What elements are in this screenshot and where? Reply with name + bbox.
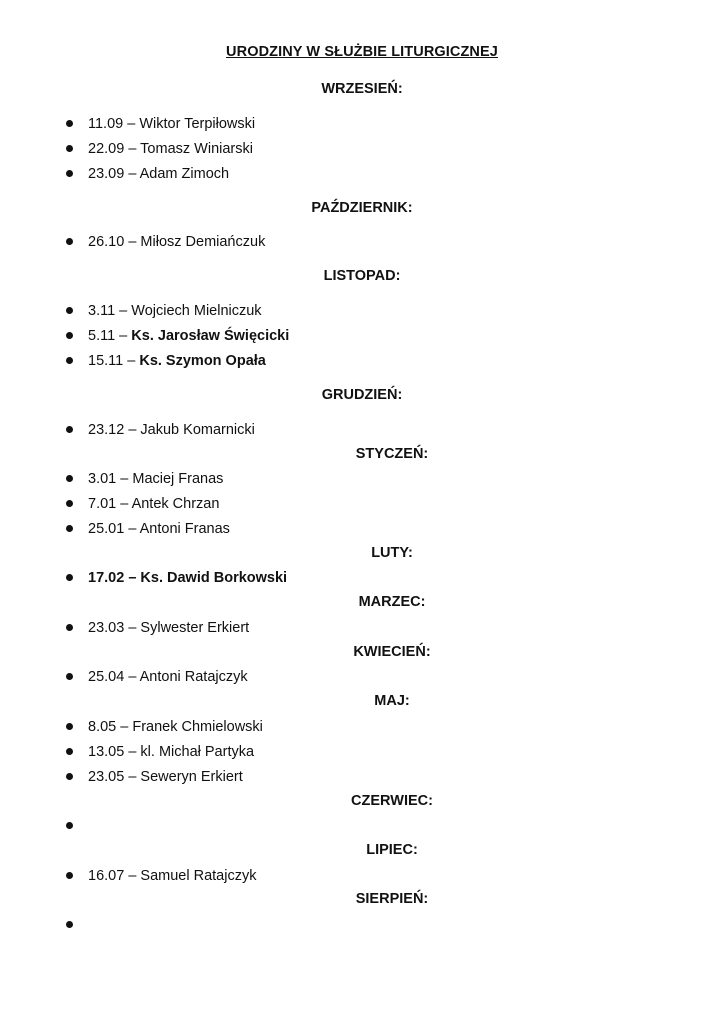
bullet-icon — [66, 822, 73, 829]
entry-date: 23.05 – — [88, 769, 137, 785]
entry-name: Samuel Ratajczyk — [140, 868, 257, 884]
entry-name: Tomasz Winiarski — [140, 141, 253, 157]
bullet-icon — [66, 500, 73, 507]
entry-date: 23.03 – — [88, 620, 137, 636]
list-item — [66, 569, 287, 587]
month-heading-luty: LUTY: — [371, 545, 413, 561]
entry-name: Antoni Franas — [139, 521, 230, 537]
month-heading-kwiecien: KWIECIEŃ: — [353, 644, 431, 660]
bullet-icon — [66, 723, 73, 730]
entry-date: 3.11 – — [88, 303, 128, 319]
entry-name: Sylwester Erkiert — [140, 620, 250, 636]
entry-date: 5.11 – — [88, 328, 128, 344]
bullet-icon — [66, 748, 73, 755]
entry-date: 11.09 – — [88, 116, 136, 132]
month-heading-sierpien: SIERPIEŃ: — [355, 891, 429, 907]
document-title: URODZINY W SŁUŻBIE LITURGICZNEJ — [226, 44, 498, 60]
list-item — [66, 421, 255, 439]
list-item — [66, 140, 253, 158]
list-item — [66, 327, 289, 345]
entry-name: Ks. Szymon Opała — [139, 353, 266, 369]
entry-date: 8.05 – — [88, 719, 129, 735]
bullet-icon — [66, 357, 73, 364]
entry-name: kl. Michał Partyka — [140, 744, 255, 760]
list-item — [66, 619, 249, 637]
entry-name: Miłosz Demiańczuk — [140, 234, 266, 250]
month-heading-czerwiec: CZERWIEC: — [351, 793, 433, 809]
entry-date: 25.01 – — [88, 521, 137, 537]
list-item — [66, 768, 243, 786]
bullet-icon — [66, 145, 73, 152]
entry-name: Jakub Komarnicki — [140, 422, 255, 438]
list-item-empty — [66, 817, 88, 835]
list-item — [66, 115, 255, 133]
entry-date: 3.01 – — [88, 471, 129, 487]
bullet-icon — [66, 574, 73, 581]
entry-date: 26.10 – — [88, 234, 137, 250]
entry-name: Ks. Jarosław Święcicki — [131, 328, 290, 344]
list-item-empty — [66, 916, 88, 934]
entry-name: Seweryn Erkiert — [140, 769, 243, 785]
list-item — [66, 470, 223, 488]
bullet-icon — [66, 624, 73, 631]
entry-name: Antoni Ratajczyk — [139, 669, 248, 685]
bullet-icon — [66, 120, 73, 127]
list-item — [66, 718, 263, 736]
list-item — [66, 495, 219, 513]
entry-date: 16.07 – — [88, 868, 137, 884]
entry-date: 15.11 – — [88, 353, 136, 369]
month-heading-pazdziernik: PAŹDZIERNIK: — [311, 200, 413, 216]
bullet-icon — [66, 475, 73, 482]
month-heading-grudzien: GRUDZIEŃ: — [321, 387, 403, 403]
entry-date: 25.04 – — [88, 669, 137, 685]
list-item — [66, 352, 266, 370]
bullet-icon — [66, 673, 73, 680]
bullet-icon — [66, 426, 73, 433]
month-heading-marzec: MARZEC: — [358, 594, 426, 610]
bullet-icon — [66, 872, 73, 879]
bullet-icon — [66, 332, 73, 339]
entry-name: Wiktor Terpiłowski — [139, 116, 256, 132]
month-heading-wrzesien: WRZESIEŃ: — [321, 81, 403, 97]
bullet-icon — [66, 921, 73, 928]
entry-name: Ks. Dawid Borkowski — [140, 570, 288, 586]
list-item — [66, 520, 230, 538]
bullet-icon — [66, 525, 73, 532]
bullet-icon — [66, 238, 73, 245]
entry-date: 23.09 – — [88, 166, 137, 182]
entry-name: Maciej Franas — [132, 471, 224, 487]
list-item — [66, 165, 229, 183]
entry-name: Wojciech Mielniczuk — [131, 303, 262, 319]
list-item — [66, 233, 265, 251]
month-heading-lipiec: LIPIEC: — [366, 842, 418, 858]
list-item — [66, 867, 256, 885]
entry-date: 23.12 – — [88, 422, 137, 438]
entry-name: Franek Chmielowski — [132, 719, 263, 735]
list-item — [66, 743, 254, 761]
list-item — [66, 668, 248, 686]
entry-name: Adam Zimoch — [139, 166, 230, 182]
month-heading-maj: MAJ: — [374, 693, 410, 709]
bullet-icon — [66, 773, 73, 780]
entry-date: 22.09 – — [88, 141, 137, 157]
entry-date: 7.01 – — [88, 496, 129, 512]
month-heading-listopad: LISTOPAD: — [323, 268, 401, 284]
entry-date: 17.02 – — [88, 570, 137, 586]
list-item — [66, 302, 262, 320]
bullet-icon — [66, 307, 73, 314]
month-heading-styczen: STYCZEŃ: — [355, 446, 429, 462]
entry-date: 13.05 – — [88, 744, 137, 760]
bullet-icon — [66, 170, 73, 177]
entry-name: Antek Chrzan — [131, 496, 220, 512]
